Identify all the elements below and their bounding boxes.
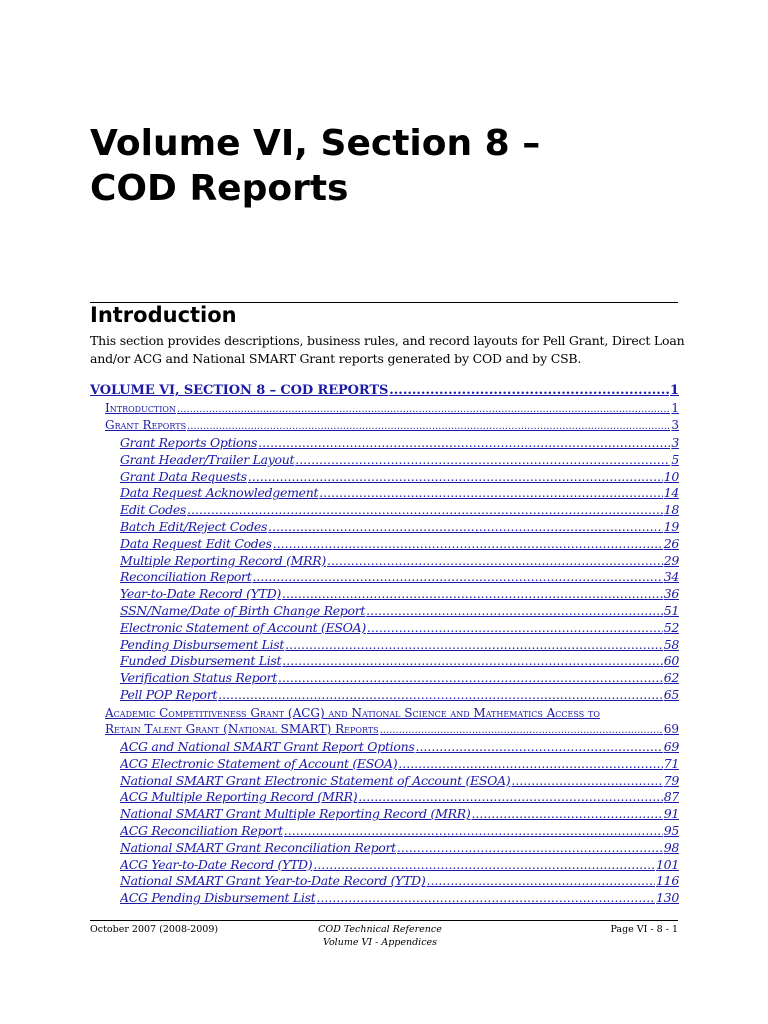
toc-leader — [471, 806, 662, 821]
toc-leader — [273, 536, 663, 551]
toc-entry-page: 130 — [656, 890, 679, 906]
toc-entry[interactable] — [120, 739, 679, 756]
toc-entry[interactable] — [120, 773, 679, 790]
toc-entry-page: 18 — [663, 502, 679, 518]
toc-entry-page: 58 — [663, 636, 679, 652]
toc-leader — [316, 890, 655, 905]
toc-entry[interactable] — [120, 789, 679, 806]
toc-leader — [511, 773, 662, 788]
toc-entry-page: 34 — [663, 569, 679, 585]
toc-entry-label: National SMART Grant Year-to-Date Record (YTD) — [120, 873, 426, 889]
toc-entry-page: 91 — [663, 806, 679, 822]
toc-entry[interactable] — [120, 469, 679, 486]
toc-entry-label: Pell POP Report — [120, 687, 218, 702]
toc-entry[interactable] — [120, 687, 679, 704]
toc-entry[interactable] — [120, 670, 679, 687]
footer-reference — [280, 923, 480, 949]
toc-entry-page: 1 — [670, 383, 679, 398]
toc-entry-label: ACG Year-to-Date Record (YTD) — [120, 856, 313, 872]
toc-leader — [187, 421, 670, 432]
toc-entry-label: ACG Pending Disbursement List — [120, 890, 316, 906]
toc-entry-page: 101 — [656, 856, 679, 872]
toc-entry-label: National SMART Grant Electronic Statement of Account (ESOA) — [120, 772, 511, 788]
toc-leader — [285, 637, 663, 652]
toc-entry[interactable] — [120, 873, 679, 890]
toc-leader — [380, 725, 663, 736]
toc-entry[interactable] — [120, 620, 679, 637]
toc-entry-page: 51 — [663, 603, 679, 618]
toc-entry-label: SSN/Name/Date of Birth Change Report — [120, 603, 366, 618]
footer-divider — [90, 920, 678, 921]
toc-leader — [252, 569, 662, 584]
toc-leader — [366, 603, 663, 618]
footer-reference-line-2: Volume VI - Appendices — [322, 937, 438, 948]
toc-leader — [313, 857, 655, 872]
toc-entry-label: Batch Edit/Reject Codes — [120, 519, 268, 534]
toc-entry-label: VOLUME VI, SECTION 8 – COD REPORTS — [90, 383, 389, 398]
toc-entry-page: 10 — [663, 468, 679, 484]
toc-entry-main[interactable] — [90, 383, 679, 400]
toc-entry-page: 79 — [663, 772, 679, 788]
toc-entry-label: Data Request Acknowledgement — [120, 485, 319, 501]
toc-entry[interactable] — [120, 840, 679, 857]
introduction-heading: Introduction — [90, 303, 237, 327]
toc-leader — [327, 553, 663, 568]
toc-leader — [248, 469, 663, 484]
toc-entry-page: 5 — [671, 451, 679, 467]
toc-entry[interactable] — [120, 519, 679, 536]
toc-entry-page: 95 — [663, 823, 679, 838]
toc-entry-label: Electronic Statement of Account (ESOA) — [120, 619, 366, 635]
toc-leader — [358, 789, 662, 804]
toc-entry-label: Introduction — [105, 401, 176, 415]
toc-entry-page: 3 — [671, 435, 679, 450]
toc-entry-page: 1 — [671, 401, 679, 415]
toc-entry[interactable] — [120, 553, 679, 570]
toc-entry[interactable] — [120, 586, 679, 603]
toc-entry[interactable] — [120, 452, 679, 469]
toc-leader — [268, 519, 663, 534]
toc-leader — [282, 586, 663, 601]
introduction-text: This section provides descriptions, business rules, and record layouts for Pell Grant, Direct Loan and/or ACG and National SMART Grant reports generated by COD and by CSB. — [90, 333, 685, 366]
toc-entry-page: 36 — [663, 586, 679, 602]
toc-leader — [398, 756, 662, 771]
toc-entry[interactable] — [120, 603, 679, 620]
toc-entry-label: National SMART Grant Reconciliation Report — [120, 839, 396, 855]
footer-page-number: Page VI - 8 - 1 — [610, 924, 678, 935]
toc-entry-label: Funded Disbursement List — [120, 653, 282, 669]
toc-leader — [415, 739, 662, 754]
toc-entry-page: 14 — [663, 485, 679, 501]
toc-entry-page: 69 — [663, 739, 679, 754]
toc-entry-label: ACG Electronic Statement of Account (ESOA) — [120, 755, 398, 771]
toc-entry-page: 52 — [663, 619, 679, 635]
toc-entry[interactable] — [120, 823, 679, 840]
toc-entry-label: Multiple Reporting Record (MRR) — [120, 552, 326, 568]
footer-reference-line-1: COD Technical Reference — [318, 924, 442, 935]
toc-entry[interactable] — [120, 653, 679, 670]
toc-leader — [278, 670, 663, 685]
toc-entry-label: Retain Talent Grant (National SMART) Reports — [105, 722, 379, 736]
toc-entry-label: Grant Reports Options — [120, 435, 258, 450]
toc-entry-label: ACG Multiple Reporting Record (MRR) — [120, 789, 358, 805]
toc-entry-page: 26 — [663, 535, 679, 551]
toc-entry[interactable] — [120, 857, 679, 874]
toc-entry-page: 71 — [663, 755, 679, 771]
toc-entry-page: 19 — [663, 519, 679, 534]
toc-leader — [284, 823, 663, 838]
toc-entry[interactable] — [120, 536, 679, 553]
toc-entry-page: 29 — [663, 552, 679, 568]
toc-entry-page: 62 — [663, 670, 679, 686]
toc-entry-label: Grant Data Requests — [120, 468, 247, 484]
toc-entry-acg[interactable] — [105, 722, 679, 739]
toc-leader — [295, 452, 670, 467]
toc-entry-introduction[interactable] — [105, 401, 679, 418]
title-line-2: COD Reports — [90, 168, 349, 209]
toc-leader — [177, 404, 670, 415]
toc-entry[interactable] — [120, 502, 679, 519]
toc-leader — [389, 383, 669, 398]
page-title — [90, 121, 540, 211]
toc-leader — [397, 840, 663, 855]
toc-entry-page: 98 — [663, 839, 679, 855]
toc-leader — [367, 620, 663, 635]
toc-leader — [426, 873, 655, 888]
toc-leader — [282, 653, 662, 668]
toc-leader — [187, 502, 663, 517]
toc-entry-page: 60 — [663, 653, 679, 669]
toc-entry[interactable] — [120, 890, 679, 907]
toc-entry-label: Verification Status Report — [120, 670, 277, 686]
toc-entry[interactable] — [120, 485, 679, 502]
footer-date: October 2007 (2008-2009) — [90, 924, 219, 935]
toc-entry-page: 65 — [663, 687, 679, 702]
toc-entry-page: 87 — [663, 789, 679, 805]
toc-entry-label: National SMART Grant Multiple Reporting Record (MRR) — [120, 806, 471, 822]
toc-entry-label: Edit Codes — [120, 502, 187, 518]
toc-entry[interactable] — [120, 756, 679, 773]
toc-entry-page: 69 — [663, 722, 679, 736]
toc-entry[interactable] — [120, 569, 679, 586]
toc-entry-label: Reconciliation Report — [120, 569, 252, 585]
toc-entry-acg-line-1[interactable]: Academic Competitiveness Grant (ACG) and National Science and Mathematics Access to — [105, 706, 600, 720]
toc-entry-label: Pending Disbursement List — [120, 636, 285, 652]
toc-leader — [218, 687, 663, 702]
toc-entry-page: 116 — [656, 873, 679, 889]
toc-entry[interactable] — [120, 435, 679, 452]
toc-entry-grant-reports[interactable] — [105, 418, 679, 435]
toc-entry-label: Grant Header/Trailer Layout — [120, 451, 295, 467]
toc-entry[interactable] — [120, 637, 679, 654]
toc-leader — [258, 435, 670, 450]
toc-entry-label: ACG Reconciliation Report — [120, 823, 283, 838]
toc-entry-label: Data Request Edit Codes — [120, 535, 272, 551]
toc-entry-label: Grant Reports — [105, 418, 187, 432]
toc-entry-page: 3 — [671, 418, 679, 432]
toc-leader — [319, 485, 662, 500]
toc-entry-label: ACG and National SMART Grant Report Options — [120, 739, 415, 754]
toc-entry[interactable] — [120, 806, 679, 823]
title-line-1: Volume VI, Section 8 – — [90, 123, 541, 164]
toc-entry-label: Year-to-Date Record (YTD) — [120, 586, 282, 602]
